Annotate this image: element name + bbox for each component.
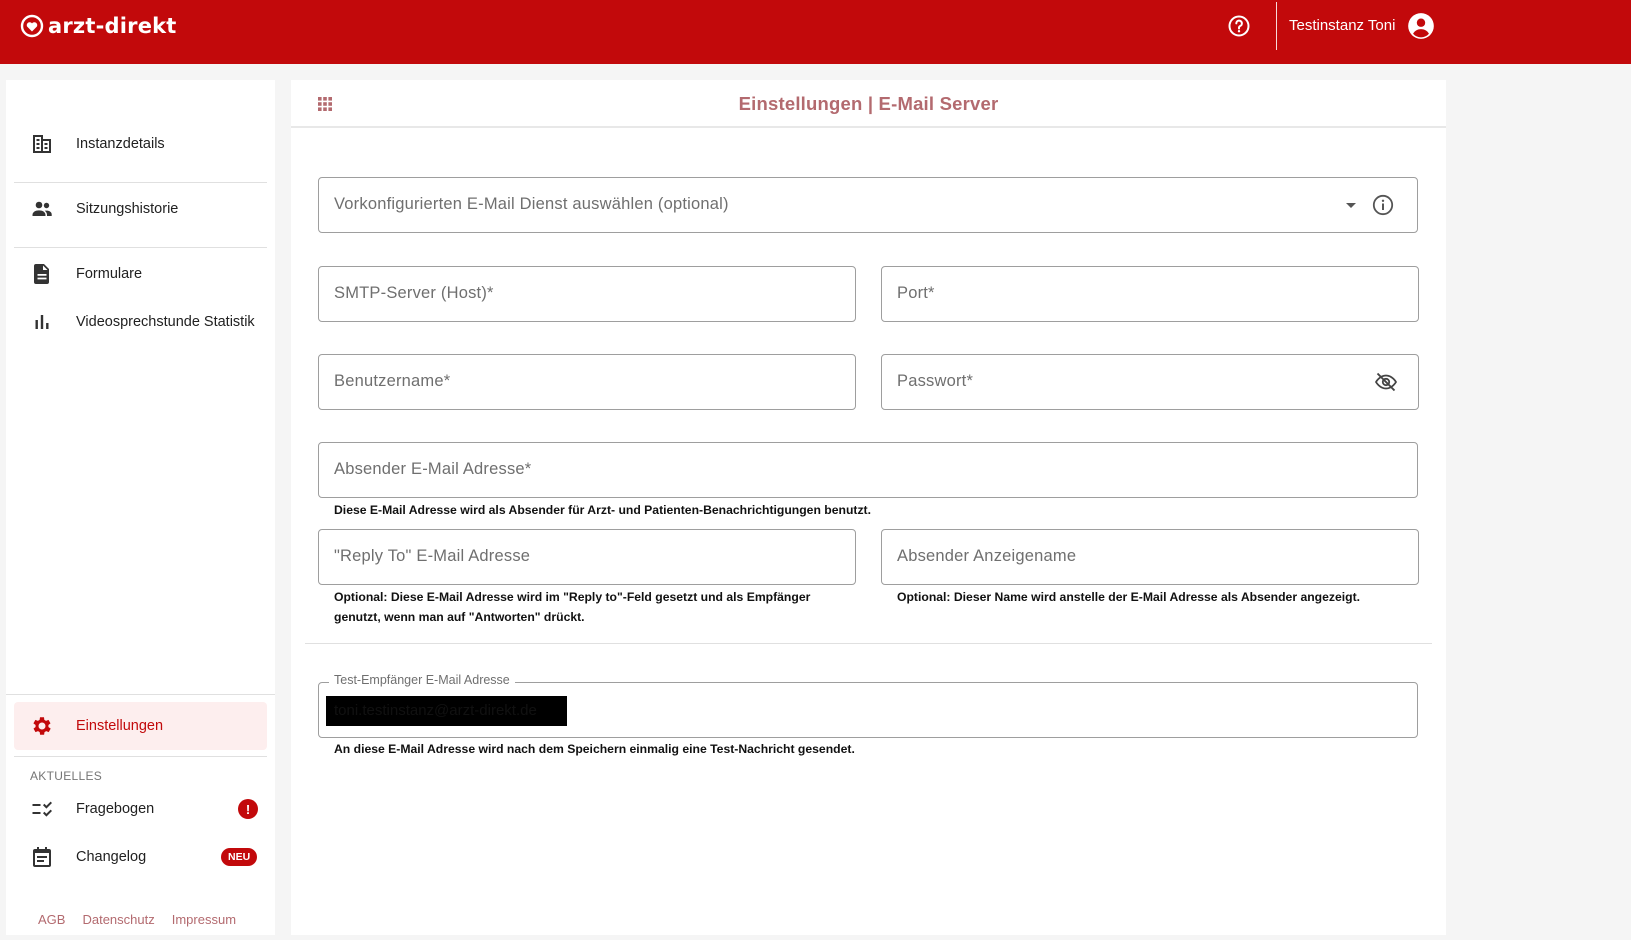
checklist-icon <box>30 797 54 821</box>
sidebar-item-label: Einstellungen <box>76 718 164 734</box>
bar-chart-icon <box>30 310 54 334</box>
dropdown-arrow-icon[interactable] <box>1339 193 1363 217</box>
sidebar-divider <box>6 694 275 695</box>
building-icon <box>30 132 54 156</box>
sender-email-field[interactable] <box>318 442 1418 498</box>
document-icon <box>30 262 54 286</box>
alert-badge: ! <box>238 799 258 819</box>
sidebar-item-sitzungshistorie[interactable] <box>14 185 267 233</box>
logo-heart-icon <box>20 14 44 38</box>
display-name-field[interactable] <box>881 529 1419 585</box>
floating-label: Test-Empfänger E-Mail Adresse <box>329 673 515 687</box>
sidebar-divider <box>14 247 267 248</box>
sidebar-item-label: Sitzungshistorie <box>76 201 179 217</box>
sidebar-item-instanzdetails[interactable] <box>14 120 267 168</box>
display-name-hint: Optional: Dieser Name wird anstelle der E-Mail Adresse als Absender angezeigt. <box>897 590 1361 604</box>
sidebar-item-changelog[interactable] <box>14 833 267 881</box>
impressum-link[interactable]: Impressum <box>171 912 237 927</box>
reply-to-hint: Optional: Diese E-Mail Adresse wird im "Reply to"-Feld gesetzt und als Empfänger genutzt, wenn man auf "Antworten" drückt. <box>334 590 811 624</box>
info-icon[interactable] <box>1371 193 1395 217</box>
sidebar-item-fragebogen[interactable] <box>14 785 267 833</box>
people-icon <box>30 197 54 221</box>
topbar-divider <box>1276 2 1277 50</box>
field-placeholder: Absender E-Mail Adresse* <box>334 460 532 478</box>
sidebar-divider <box>14 756 267 757</box>
sidebar-item-einstellungen[interactable] <box>14 702 267 750</box>
sidebar-item-label: Videosprechstunde Statistik <box>76 314 255 330</box>
agb-link[interactable]: AGB <box>38 912 66 927</box>
main-content <box>291 80 1446 935</box>
brand-name: arzt-direkt <box>48 14 177 38</box>
datenschutz-link[interactable]: Datenschutz <box>82 912 155 927</box>
help-circle-icon[interactable] <box>1227 14 1251 38</box>
field-placeholder: "Reply To" E-Mail Adresse <box>334 547 531 565</box>
sidebar-item-label: Fragebogen <box>76 801 155 817</box>
field-placeholder: Benutzername* <box>334 372 451 390</box>
sidebar-item-label: Formulare <box>76 266 143 282</box>
field-placeholder: Absender Anzeigename <box>897 547 1077 565</box>
sidebar-item-label: Changelog <box>76 849 147 865</box>
port-field[interactable] <box>881 266 1419 322</box>
form-divider <box>305 643 1432 644</box>
sidebar-item-formulare[interactable] <box>14 250 267 298</box>
field-placeholder: Port* <box>897 284 935 302</box>
select-placeholder: Vorkonfigurierten E-Mail Dienst auswählen (optional) <box>334 195 729 213</box>
redacted-email-value: toni.testinstanz@arzt-direkt.de <box>326 696 567 726</box>
gear-icon <box>30 714 54 738</box>
new-badge: NEU <box>221 848 257 866</box>
calendar-note-icon <box>30 845 54 869</box>
account-circle-icon[interactable] <box>1407 12 1435 40</box>
section-title-aktuelles: AKTUELLES <box>30 769 103 783</box>
sidebar-item-videosprechstunde-statistik[interactable] <box>14 298 267 346</box>
reply-to-field[interactable] <box>318 529 856 585</box>
content-header <box>291 80 1446 128</box>
top-app-bar <box>0 0 1631 64</box>
user-name[interactable]: Testinstanz Toni <box>1289 17 1396 34</box>
test-recipient-hint: An diese E-Mail Adresse wird nach dem Speichern einmalig eine Test-Nachricht gesendet. <box>334 742 855 756</box>
test-recipient-field[interactable] <box>318 673 1418 738</box>
sender-hint: Diese E-Mail Adresse wird als Absender für Arzt- und Patienten-Benachrichtigungen benutzt. <box>334 503 872 517</box>
sidebar <box>6 80 275 935</box>
username-field[interactable] <box>318 354 856 410</box>
page-title: Einstellungen | E-Mail Server <box>738 93 999 114</box>
sidebar-item-label: Instanzdetails <box>76 136 165 152</box>
smtp-host-field[interactable] <box>318 266 856 322</box>
field-placeholder: Passwort* <box>897 372 974 390</box>
sidebar-divider <box>14 182 267 183</box>
visibility-off-icon[interactable] <box>1374 370 1398 394</box>
email-service-select[interactable] <box>318 177 1418 233</box>
field-placeholder: SMTP-Server (Host)* <box>334 284 494 302</box>
footer-links <box>38 912 236 927</box>
password-field[interactable] <box>881 354 1419 410</box>
brand-logo[interactable] <box>20 14 177 38</box>
